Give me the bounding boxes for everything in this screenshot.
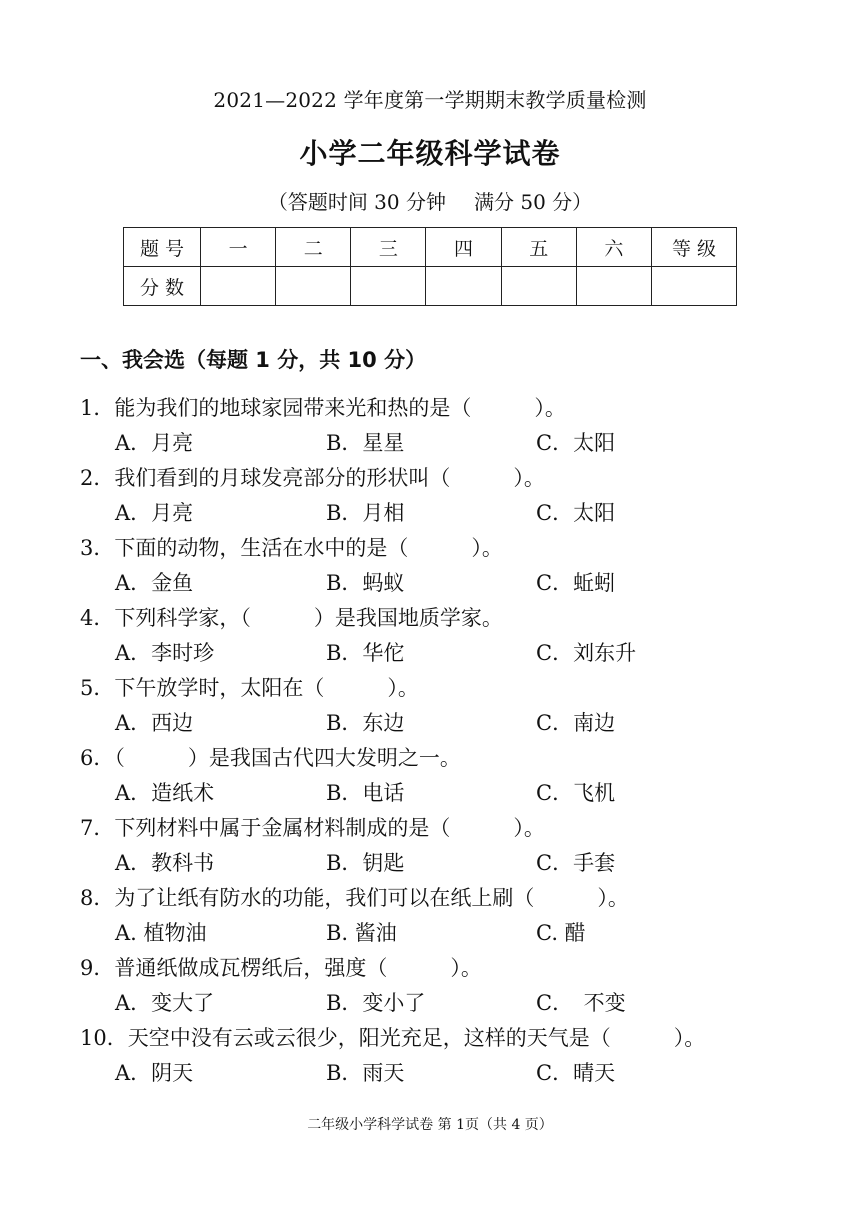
question-stem: 3．下面的动物，生活在水中的是（ ）。 [80,536,503,560]
option-a: A．李时珍 [115,641,215,665]
option-b: B．月相 [326,501,405,525]
question-stem: 6．（ ）是我国古代四大发明之一。 [80,746,461,770]
score-table-cell: 六 [576,228,651,267]
option-a: A．教科书 [115,851,215,875]
score-input-cell[interactable] [426,267,501,306]
option-b: B．电话 [326,781,405,805]
question-stem: 5．下午放学时，太阳在（ ）。 [80,676,419,700]
option-c: C．蚯蚓 [536,571,616,595]
score-table-cell: 二 [276,228,351,267]
option-b: B．钥匙 [326,851,405,875]
score-table-cell: 三 [351,228,426,267]
exam-subtitle [0,186,860,215]
option-b: B．华佗 [326,641,405,665]
option-a: A. 植物油 [115,921,207,945]
question-stem: 7．下列材料中属于金属材料制成的是（ ）。 [80,816,545,840]
option-c: C．南边 [536,711,616,735]
score-table-cell: 题 号 [124,228,201,267]
option-a: A．造纸术 [115,781,215,805]
option-c: C． 不变 [536,991,626,1015]
score-input-cell[interactable] [201,267,276,306]
score-input-cell[interactable] [351,267,426,306]
exam-header: 2021—2022 学年度第一学期期末教学质量检测 [213,88,647,112]
option-a: A．金鱼 [115,571,194,595]
option-c: C．手套 [536,851,616,875]
score-input-cell[interactable] [276,267,351,306]
score-input-cell[interactable] [576,267,651,306]
page-footer: 二年级小学科学试卷 第 1页（共 4 页） [307,1117,553,1133]
question-stem: 9．普通纸做成瓦楞纸后，强度（ ）。 [80,956,482,980]
score-table-score-row [124,267,737,306]
option-b: B．雨天 [326,1061,405,1085]
option-b: B. 酱油 [326,921,397,945]
score-table-cell: 等 级 [652,228,737,267]
score-input-cell[interactable] [501,267,576,306]
section-title: 一、我会选（每题 1 分，共 10 分） [80,348,427,372]
question-stem: 2．我们看到的月球发亮部分的形状叫（ ）。 [80,466,545,490]
option-c: C．晴天 [536,1061,616,1085]
option-a: A．月亮 [115,431,194,455]
exam-title: 小学二年级科学试卷 [299,137,561,170]
question-stem: 4．下列科学家，（ ）是我国地质学家。 [80,606,503,630]
question-stem: 1．能为我们的地球家园带来光和热的是（ ）。 [80,396,566,420]
option-b: B．星星 [326,431,405,455]
option-b: B．东边 [326,711,405,735]
option-b: B．蚂蚁 [326,571,405,595]
exam-time: （答题时间 30 分钟 [267,190,446,214]
option-a: A．阴天 [115,1061,194,1085]
score-table [123,227,737,306]
score-table-header-row [124,228,737,267]
question-stem: 8．为了让纸有防水的功能，我们可以在纸上刷（ ）。 [80,886,629,910]
option-c: C．刘东升 [536,641,637,665]
score-input-cell[interactable] [652,267,737,306]
option-a: A．变大了 [115,991,215,1015]
exam-full-score: 满分 50 分） [474,190,593,214]
option-c: C．飞机 [536,781,616,805]
option-a: A．月亮 [115,501,194,525]
option-c: C．太阳 [536,501,616,525]
option-a: A．西边 [115,711,194,735]
score-table-cell: 四 [426,228,501,267]
option-b: B．变小了 [326,991,426,1015]
option-c: C．太阳 [536,431,616,455]
option-c: C. 醋 [536,921,586,945]
score-table-cell: 一 [201,228,276,267]
score-table-cell: 五 [501,228,576,267]
question-stem: 10．天空中没有云或云很少，阳光充足，这样的天气是（ ）。 [80,1026,706,1050]
score-table-cell: 分 数 [124,267,201,306]
